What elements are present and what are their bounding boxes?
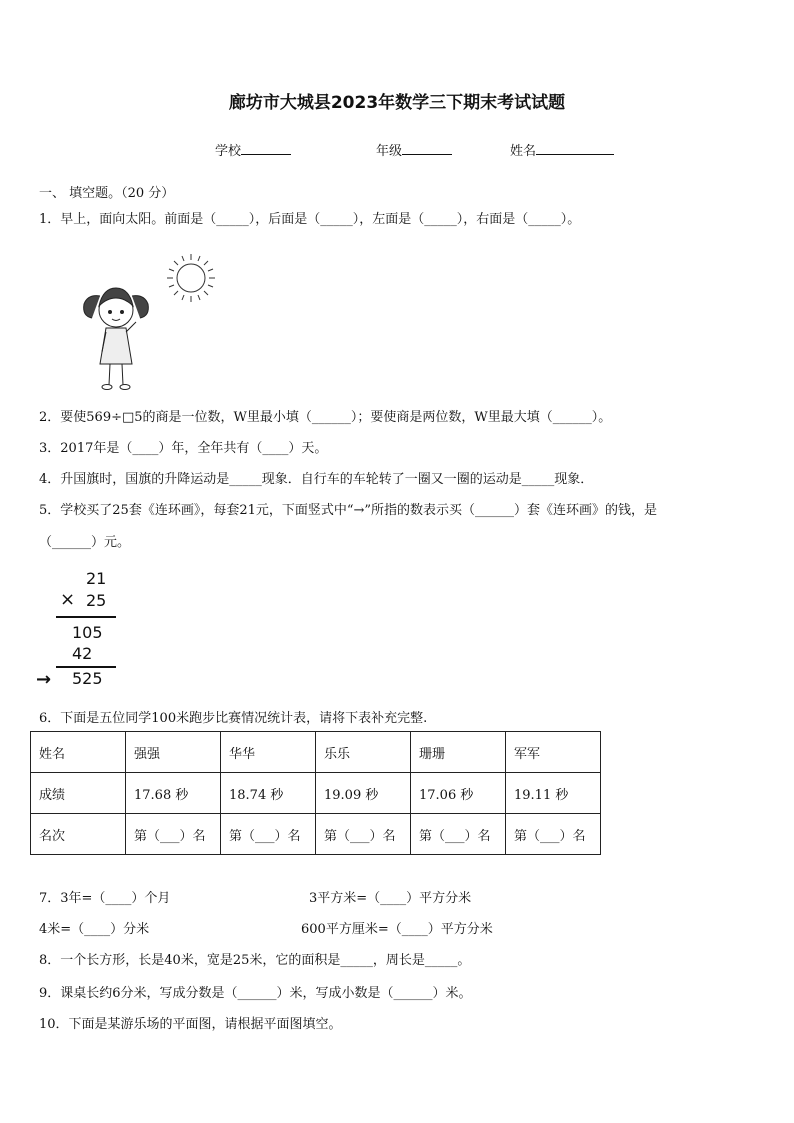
- table-cell: 军军: [506, 732, 601, 773]
- table-cell: 第（___）名: [506, 814, 601, 855]
- sun-icon: [167, 254, 215, 302]
- name-field: [510, 140, 614, 159]
- section-heading: 一、 填空题。（20 分）: [39, 186, 175, 201]
- calc-arrow-icon: →: [36, 669, 52, 690]
- calc-partial-1: 105: [72, 623, 103, 642]
- table-cell: 珊珊: [411, 732, 506, 773]
- table-cell: 17.68 秒: [126, 773, 221, 814]
- table-cell: 19.11 秒: [506, 773, 601, 814]
- name-blank: [536, 142, 614, 155]
- table-cell: 18.74 秒: [221, 773, 316, 814]
- question-1: 1．早上，面向太阳。前面是（_____），后面是（_____），左面是（_____），右面是（_____）。: [39, 212, 581, 227]
- question-5-continued: （______）元。: [39, 535, 131, 550]
- question-2: 2．要使569÷□5的商是一位数，W里最小填（______）；要使商是两位数，W里最大填（______）。: [39, 410, 612, 425]
- table-row: [31, 732, 601, 773]
- table-cell: 强强: [126, 732, 221, 773]
- calc-multiplier: 25: [86, 591, 107, 610]
- question-8: 8．一个长方形，长是40米，宽是25米，它的面积是_____，周长是_____。: [39, 953, 471, 968]
- question-7d: 600平方厘米=（____）平方分米: [301, 922, 493, 937]
- question-10: 10．下面是某游乐场的平面图，请根据平面图填空。: [39, 1017, 342, 1032]
- girl-and-sun-illustration: [36, 240, 246, 400]
- table-cell: 19.09 秒: [316, 773, 411, 814]
- table-cell: 成绩: [31, 773, 126, 814]
- grade-label: 年级: [376, 144, 403, 159]
- name-label: 姓名: [510, 144, 537, 159]
- table-cell: 姓名: [31, 732, 126, 773]
- table-cell: 第（___）名: [126, 814, 221, 855]
- table-cell: 名次: [31, 814, 126, 855]
- question-7a: 7．3年=（____）个月: [39, 891, 171, 906]
- calc-line-2: [56, 666, 116, 668]
- race-results-table: [30, 731, 601, 855]
- table-row: [31, 773, 601, 814]
- calc-operator: ×: [60, 589, 76, 610]
- table-cell: 第（___）名: [316, 814, 411, 855]
- page-title: 廊坊市大城县2023年数学三下期末考试试题: [228, 93, 566, 113]
- school-field: [215, 140, 291, 159]
- table-cell: 乐乐: [316, 732, 411, 773]
- question-7c: 4米=（____）分米: [39, 922, 150, 937]
- calc-result: 525: [72, 669, 103, 688]
- table-cell: 17.06 秒: [411, 773, 506, 814]
- question-9: 9．课桌长约6分米，写成分数是（______）米，写成小数是（______）米。: [39, 986, 472, 1001]
- school-label: 学校: [215, 144, 242, 159]
- table-cell: 华华: [221, 732, 316, 773]
- grade-field: [376, 140, 452, 159]
- question-6: 6．下面是五位同学100米跑步比赛情况统计表，请将下表补充完整.: [39, 711, 428, 726]
- calc-multiplicand: 21: [86, 569, 107, 588]
- table-row: [31, 814, 601, 855]
- question-7b: 3平方米=（____）平方分米: [309, 891, 472, 906]
- question-5: 5．学校买了25套《连环画》，每套21元，下面竖式中“→”所指的数表示买（______）套《连环画》的钱，是: [39, 503, 658, 518]
- grade-blank: [402, 142, 452, 155]
- girl-icon: [84, 288, 149, 390]
- question-4: 4．升国旗时，国旗的升降运动是_____现象．自行车的车轮转了一圈又一圈的运动是_____现象．: [39, 472, 594, 487]
- table-cell: 第（___）名: [221, 814, 316, 855]
- calc-partial-2: 42: [72, 644, 93, 663]
- school-blank: [241, 142, 291, 155]
- question-3: 3．2017年是（____）年，全年共有（____）天。: [39, 441, 328, 456]
- table-cell: 第（___）名: [411, 814, 506, 855]
- calc-line-1: [56, 616, 116, 618]
